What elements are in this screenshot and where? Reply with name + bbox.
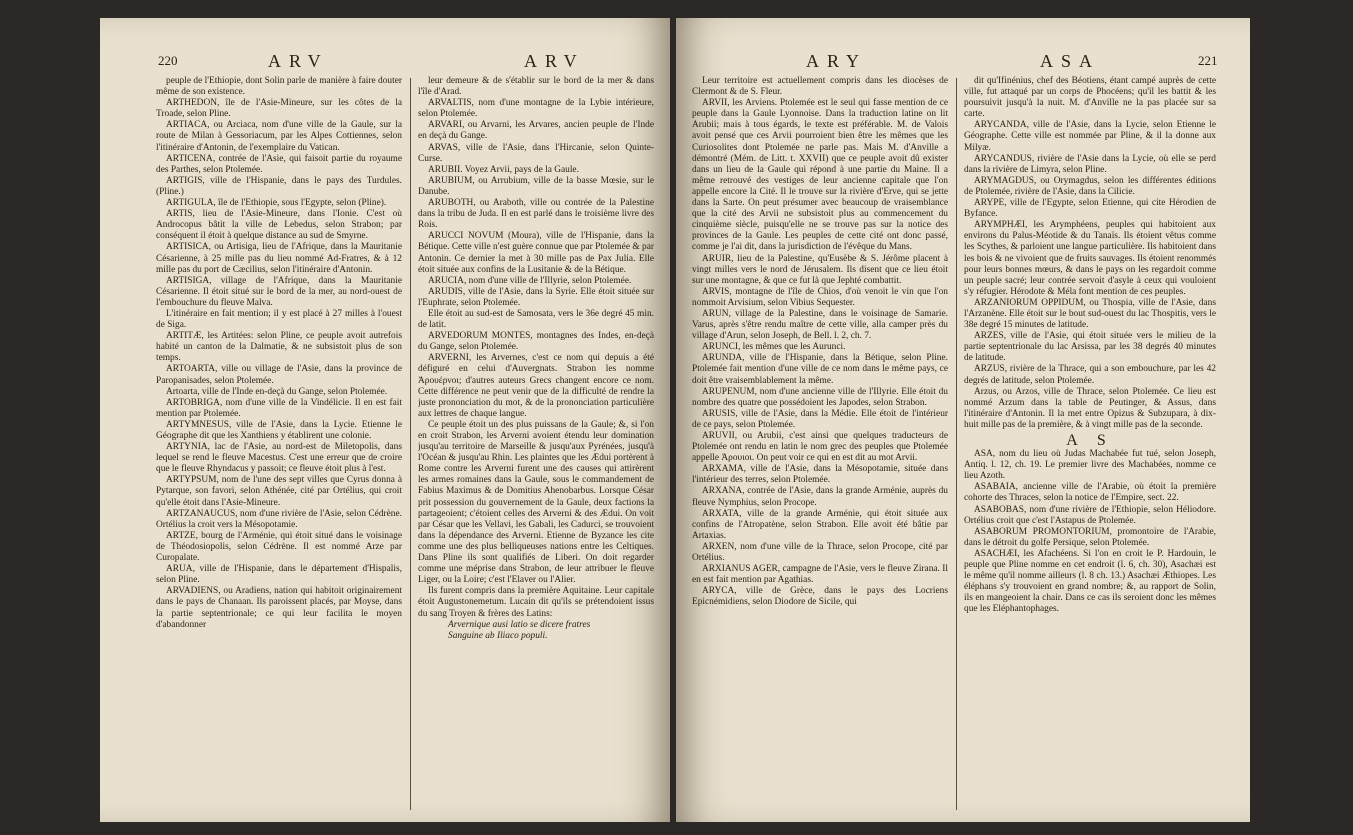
entry-paragraph: ARXANA, contrée de l'Asie, dans la grande Arménie, auprès du fleuve Nymphius, selon Procope. (692, 486, 948, 508)
entry-paragraph: ASABOBAS, nom d'une rivière de l'Ethiopie, selon Héliodore. Ortélius croit que c'est l'Astapus de Ptolemée. (964, 504, 1216, 526)
left-column-2 (418, 76, 654, 812)
entry-paragraph: ARYMAGDUS, ou Orymagdus, selon les différentes éditions de Ptolemée, rivière de l'Asie, dans la Cilicie. (964, 175, 1216, 197)
entry-paragraph: ASABORUM PROMONTORIUM, promontoire de l'Arabie, dans le détroit du golfe Persique, selon Ptolemée. (964, 526, 1216, 548)
left-header-title-right: ARV (524, 51, 585, 71)
entry-paragraph: leur demeure & de s'établir sur le bord de la mer & dans l'île d'Arad. (418, 76, 654, 98)
entry-paragraph: ARUPENUM, nom d'une ancienne ville de l'Illyrie. Elle étoit du nombre des quatre que possédoient les Japodes, selon Strabon. (692, 386, 948, 408)
entry-paragraph: dit qu'Ifinénius, chef des Béotiens, étant campé auprès de cette ville, fut attaqué par un corps de Phocéens; qu'il les battit & les poursuivit jusqu'à la nuit. M. d'Anville ne la pas placée sur sa carte. (964, 76, 1216, 120)
entry-paragraph: Leur territoire est actuellement compris dans les diocèses de Clermont & de S. Fleur. (692, 76, 948, 98)
entry-paragraph: ARVERNI, les Arvernes, c'est ce nom qui depuis a été défiguré en celui d'Auvergnats. Strabon les nomme Ἀρουέρνοι; d'autres auteurs Grecs changent encore ce nom. Cette différence ne peut venir que de la difficulté de rendre la juste prononciation du mot, & de la prononciation particulière aux lettres de chaque langue. (418, 353, 654, 419)
entry-paragraph: ARUBII. Voyez Arvii, pays de la Gaule. (428, 164, 579, 175)
entry-paragraph: Sanguine ab Iliaco populi. (448, 630, 548, 641)
column-rule (410, 78, 411, 810)
entry-paragraph: ARZUS, rivière de la Thrace, qui a son embouchure, par les 42 degrés de latitude, selon Ptolemée. (964, 364, 1216, 386)
entry-paragraph: peuple de l'Ethiopie, dont Solin parle de manière à faire douter même de son existence. (156, 76, 402, 98)
left-page-number: 220 (158, 53, 178, 68)
entry-paragraph: ARTOBRIGA, nom d'une ville de la Vindélicie. Il en est fait mention par Ptolemée. (156, 397, 402, 419)
entry-paragraph: ARTITÆ, les Artitées: selon Pline, ce peuple avoit autrefois habité un canton de la Dalmatie, & ne subsistoit plus de son temps. (156, 331, 402, 364)
entry-paragraph: ARVII, les Arviens. Ptolemée est le seul qui fasse mention de ce peuple dans la Gaule Lyonnoise. Dans la traduction latine on lit Arubii; mais à tous égards, le texte est préférable. M. de Valois avoit pensé que ces Arvii pourroient bien être les mêmes que les Curiosolites dont Ptolemée ne parle pas. Mais M. d'Anville a démontré (Mém. de Litt. t. XXVII) que ce peuple avoit dû exister dans un lieu de la Gaule qui répond à une partie du Maine. Il a même retrouvé des vestiges de leur ancienne capitale que l'on appelle encore la Cité. Il le trouve sur la rivière d'Erve, qui se jette dans la Sarte. On peut présumer avec beaucoup de vraisemblance que la cité des Arvii ne subsistoit plus au commencement du cinquième siècle, puisqu'elle ne se trouve pas sur la notice des provinces de la Gaule. Les peuples de cette cité ont donc passé, comme je l'ai dit, dans la jurisdiction de l'évêque du Mans. (692, 98, 948, 253)
entry-paragraph: ARTIACA, ou Arciaca, nom d'une ville de la Gaule, sur la route de Milan à Gessoriacum, par les Alpes Cottiennes, selon l'itinéraire d'Antonin, de l'exemplaire du Vatican. (156, 120, 402, 153)
entry-paragraph: ASA, nom du lieu où Judas Machabée fut tué, selon Joseph, Antiq. l. 12, ch. 19. Le premier livre des Machabées, nomme ce lieu Azoth. (964, 449, 1216, 482)
entry-paragraph: L'itinéraire en fait mention; il y est placé à 27 milles à l'ouest de Siga. (156, 308, 402, 331)
right-page-number: 221 (1198, 53, 1218, 68)
entry-paragraph: ARVIS, montagne de l'île de Chios, d'où venoit le vin que l'on nommoit Arvisium, selon Vibius Sequester. (692, 286, 948, 308)
entry-paragraph: ARVALTIS, nom d'une montagne de la Lybie intérieure, selon Ptolemée. (418, 98, 654, 120)
right-column-1 (692, 76, 948, 812)
right-header-title-left: ARY (806, 51, 868, 71)
entry-paragraph: ARUCIA, nom d'une ville de l'Illyrie, selon Ptolemée. (428, 275, 632, 286)
entry-paragraph: Arzus, ou Arzos, ville de Thrace, selon Ptolemée. Ce lieu est nommé Arzum dans la table de Peutinger, & Assus, dans l'itinéraire d'Antonin. Il la met entre Opizus & Subzupara, à dix-huit mille pas de la première, & à vingt mille pas de la seconde. (964, 386, 1216, 430)
entry-paragraph: ARTISIGA, village de l'Afrique, dans la Mauritanie Césarienne. Il étoit situé sur le bord de la mer, au nord-ouest de l'embouchure du fleuve Malva. (156, 275, 402, 308)
entry-paragraph: ARZANIORUM OPPIDUM, ou Thospia, ville de l'Asie, dans l'Arzanène. Elle étoit sur le bout sud-ouest du lac Thospitis, vers le 38e degré 15 minutes de latitude. (964, 297, 1216, 331)
entry-paragraph: ARVADIENS, ou Aradiens, nation qui habitoit originairement dans le pays de Chanaan. Ils paroissent placés, par Moyse, dans la partie septentrionale; ce qui leur facilita le moyen d'abandonner (156, 586, 402, 630)
entry-paragraph: Ils furent compris dans la première Aquitaine. Leur capitale étoit Augustonemetum. Lucain dit qu'ils se prétendoient issus du sang Troyen & frères des Latins: (418, 586, 654, 619)
entry-paragraph: ARUBOTH, ou Araboth, ville ou contrée de la Palestine dans la tribu de Juda. Il en est parlé dans le troisième livre des Rois. (418, 198, 654, 231)
entry-paragraph: ARYCA, ville de Grèce, dans le pays des Locriens Epicnémidiens, selon Diodore de Sicile, qui (692, 586, 948, 608)
entry-paragraph: ARUNCI, les mêmes que les Aurunci. (702, 342, 846, 353)
right-header (676, 51, 1250, 73)
entry-paragraph: Arvernique ausi latio se dicere fratres (448, 619, 591, 630)
entry-paragraph: Elle étoit au sud-est de Samosata, vers le 36e degré 45 min. de latit. (418, 308, 654, 331)
entry-paragraph: ARTYMNESUS, ville de l'Asie, dans la Lycie. Etienne le Géographe dit que les Xanthiens y établirent une colonie. (156, 419, 402, 441)
entry-paragraph: ARYCANDA, ville de l'Asie, dans la Lycie, selon Etienne le Géographe. Cette ville est nommée par Pline, & il la donne aux Milyæ. (964, 120, 1216, 153)
entry-paragraph: ASABAIA, ancienne ville de l'Arabie, où étoit la première cohorte des Thraces, selon la notice de l'Empire, sect. 22. (964, 482, 1216, 504)
entry-paragraph: ARUA, ville de l'Hispanie, dans le département d'Hispalis, selon Pline. (156, 564, 402, 586)
entry-paragraph: ARUIR, lieu de la Palestine, qu'Eusèbe & S. Jérôme placent à vingt milles vers le nord de Jérusalem. Ils disent que ce lieu étoit sur une montagne, & que ce fut là que Jephté combattit. (692, 253, 948, 286)
entry-paragraph: ARXIANUS AGER, campagne de l'Asie, vers le fleuve Zirana. Il en est fait mention par Agathias. (692, 564, 948, 586)
entry-paragraph: ARTICENA, contrée de l'Asie, qui faisoit partie du royaume des Parthes, selon Ptolemée. (156, 153, 402, 175)
entry-paragraph: ARUCCI NOVUM (Moura), ville de l'Hispanie, dans la Bétique. Cette ville n'est guère connue que par Ptolemée & par Antonin. Ce dernier la met à 30 mille pas de Pax Julia. Elle étoit située aux confins de la Lusitanie & de la Bétique. (418, 231, 654, 275)
entry-paragraph: Artoarta, ville de l'Inde en-deçà du Gange, selon Ptolemée. (166, 386, 388, 397)
entry-paragraph: ARVAS, ville de l'Asie, dans l'Hircanie, selon Quinte-Curse. (418, 142, 654, 164)
entry-paragraph: Ce peuple étoit un des plus puissans de la Gaule; &, si l'on en croit Strabon, les Arverni avoient étendu leur domination jusqu'au territoire de Marseille & jusqu'aux Pyrénées, jusqu'à l'Océan & jusqu'au Rhin. Les plaintes que les Ædui portèrent à Rome contre les Arverni furent une des causes qui attirèrent les armes romaines dans la Gaule, sous le commandement de Fabius Maximus & de Domitius Ahenobarbus. Lorsque César prit possession du gouvernement de la Gaule, deux factions la partageoient; c'étoient celles des Arverni & des Ædui. On voit par César que les Vellavi, les Gabali, les Cadurci, se trouvoient dans la dépendance des Arverni. Etienne de Byzance les cite comme une des plus belliqueuses nations entre les Celtiques. Dans Pline ils sont qualifiés de Liberi. On doit regarder comme une méprise dans Strabon, de leur attribuer le fleuve Liger, ou la Loire; c'est l'Elaver ou l'Alier. (418, 419, 654, 586)
section-letter: A S (1066, 432, 1114, 449)
entry-paragraph: ARTOARTA, ville ou village de l'Asie, dans la province de Paropanisades, selon Ptolemée. (156, 364, 402, 386)
entry-paragraph: ARTHEDON, île de l'Asie-Mineure, sur les côtes de la Troade, selon Pline. (156, 98, 402, 120)
entry-paragraph: ARTZANAUCUS, nom d'une rivière de l'Asie, selon Cédrène. Ortélius la croit vers la Mésopotamie. (156, 508, 402, 530)
right-column-2 (964, 76, 1216, 812)
entry-paragraph: ARXEN, nom d'une ville de la Thrace, selon Procope, cité par Ortélius. (692, 541, 948, 564)
entry-paragraph: ARUVII, ou Arubii, c'est ainsi que quelques traducteurs de Ptolemée ont rendu en latin le nom grec des peuples que Ptolemée appelle Ἀρουιοι. On peut voir ce qui en est dit au mot Arvii. (692, 431, 948, 464)
entry-paragraph: ARTISICA, ou Artisiga, lieu de l'Afrique, dans la Mauritanie Césarienne, à 25 mille pas du lieu nommé Ad-Fratres, & à 12 mille pas du port de Cæcilius, selon l'itinéraire d'Antonin. (156, 242, 402, 275)
entry-paragraph: ARVEDORUM MONTES, montagnes des Indes, en-deçà du Gange, selon Ptolemée. (418, 331, 654, 353)
entry-paragraph: ARYPE, ville de l'Egypte, selon Etienne, qui cite Hérodien de Byfance. (964, 198, 1216, 220)
entry-paragraph: ARTIS, lieu de l'Asie-Mineure, dans l'Ionie. C'est où Androcopus bâtit la ville de Lebedus, selon Strabon; par conséquent il étoit à quelque distance au sud de Smyrne. (156, 209, 402, 242)
entry-paragraph: ARXATA, ville de la grande Arménie, qui étoit située aux confins de l'Atropatène, selon Strabon. Elle avoit été bâtie par Artaxias. (692, 508, 948, 541)
entry-paragraph: ASACHÆI, les Afachéens. Si l'on en croit le P. Hardouin, le peuple que Pline nomme en cet endroit (l. 6, ch. 30), Asachæi est le même qu'il nomme ailleurs (l. 8 ch. 13.) Asachæi Æthiopes. Les éléphans s'y trouvoient en grand nombre; &, au rapport de Solin, ils en mangeoient la chair. Dans ce cas ils seroient donc les mêmes que les Eléphantophages. (964, 548, 1216, 615)
entry-paragraph: ARTZE, bourg de l'Arménie, qui étoit situé dans le voisinage de Théodosiopolis, selon Cédrène. Il est nommé Arze par Curopalate. (156, 530, 402, 564)
entry-paragraph: ARXAMA, ville de l'Asie, dans la Mésopotamie, située dans l'intérieur des terres, selon Ptolemée. (692, 464, 948, 486)
entry-paragraph: ARTYNIA, lac de l'Asie, au nord-est de Miletopolis, dans lequel se rend le fleuve Macestus. C'est une erreur que de croire que le fleuve Rhyndacus y passoit; ce fleuve étoit plus à l'est. (156, 442, 402, 475)
entry-paragraph: ARYMPHÆI, les Arymphéens, peuples qui habitoient aux environs du Palus-Méotide & du Tanaïs. Ils étoient vêtus comme les Scythes, & parloient une langue particulière. Ils habitoient dans les bois & ne vivoient que de fruits sauvages. Ils étoient renommés pour leurs bonnes mœurs, & dans le pays on les regardoit comme un peuple sacré; leur contrée servoit d'asyle à ceux qui vouloient s'y réfugier. Hérodote & Méla font mention de ces peuples. (964, 220, 1216, 297)
entry-paragraph: ARVARI, ou Arvarni, les Arvares, ancien peuple de l'Inde en deçà du Gange. (418, 120, 654, 142)
entry-paragraph: ARTIGIS, ville de l'Hispanie, dans le pays des Turdules. (Pline.) (156, 175, 402, 197)
entry-paragraph: ARUNDA, ville de l'Hispanie, dans la Bétique, selon Pline. Ptolemée fait mention d'une ville de ce nom dans le même pays, ce doit être vraisemblablement la même. (692, 353, 948, 386)
column-rule (956, 78, 957, 810)
left-page (100, 18, 670, 822)
right-page (676, 18, 1250, 822)
entry-paragraph: ARUN, village de la Palestine, dans le voisinage de Samarie. Varus, après s'être rendu maître de cette ville, alla camper près du village d'Arun, selon Joseph, de Bell. l. 2, ch. 7. (692, 308, 948, 342)
entry-paragraph: ARUDIS, ville de l'Asie, dans la Syrie. Elle étoit située sur l'Euphrate, selon Ptolemée. (418, 286, 654, 308)
left-column-1 (156, 76, 402, 812)
entry-paragraph: ARYCANDUS, rivière de l'Asie dans la Lycie, où elle se perd dans la rivière de Limyra, selon Pline. (964, 153, 1216, 175)
right-header-title-right: ASA (1040, 51, 1101, 71)
entry-paragraph: ARZES, ville de l'Asie, qui étoit située vers le milieu de la partie septentrionale du lac Arsissa, par les 38 degrés 40 minutes de latitude. (964, 331, 1216, 364)
entry-paragraph: ARUBIUM, ou Arrubium, ville de la basse Mœsie, sur le Danube. (418, 175, 654, 197)
left-header (100, 51, 670, 73)
entry-paragraph: ARTIGULA, île de l'Ethiopie, sous l'Egypte, selon (Pline). (166, 198, 387, 209)
left-header-title-left: ARV (268, 51, 329, 71)
entry-paragraph: ARUSIS, ville de l'Asie, dans la Médie. Elle étoit de l'intérieur de ce pays, selon Ptolemée. (692, 408, 948, 430)
entry-paragraph: ARTYPSUM, nom de l'une des sept villes que Cyrus donna à Pytarque, son favori, selon Athénée, cité par Ortélius, qui croit qu'elle étoit dans l'Asie-Mineure. (156, 475, 402, 508)
